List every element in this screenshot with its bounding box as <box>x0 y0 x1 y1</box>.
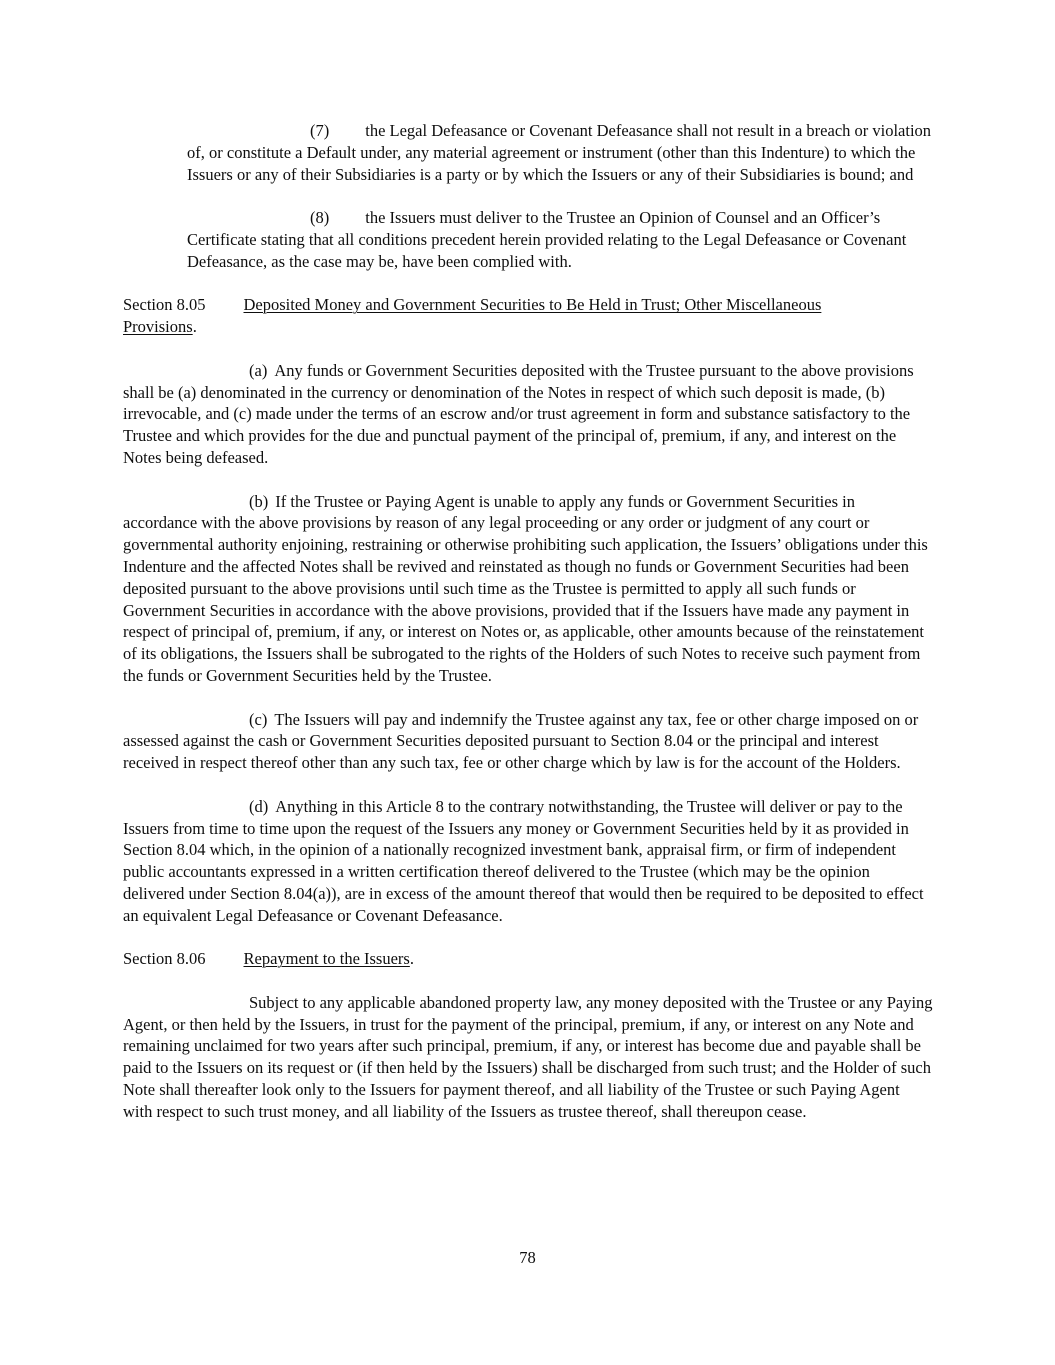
document-content <box>123 120 933 1123</box>
paragraph-b <box>123 491 933 687</box>
section-8-05-title: Deposited Money and Government Securities to Be Held in Trust; Other Miscellaneous <box>243 295 822 315</box>
section-8-05-period: . <box>192 317 197 337</box>
paragraph-d-label: (d) <box>249 796 269 816</box>
section-8-06-heading <box>123 948 933 970</box>
paragraph-c-text: The Issuers will pay and indemnify the Trustee against any tax, fee or other charge imposed on or assessed against the cash or Government Securities deposited pursuant to Section 8.04 or the principal and interest received in respect thereof other than any such tax, fee or other charge which by law is for the account of the Holders. <box>123 709 919 773</box>
clause-7-text: the Legal Defeasance or Covenant Defeasance shall not result in a breach or violation of, or constitute a Default under, any material agreement or instrument (other than this Indenture) to which the Issuers or any of their Subsidiaries is a party or by which the Issuers or any of their Subsidiaries is bound; and <box>187 121 932 184</box>
section-8-06-title: Repayment to the Issuers <box>243 949 410 969</box>
paragraph-8-06-text: Subject to any applicable abandoned property law, any money deposited with the Trustee or any Paying Agent, or then held by the Issuers, in trust for the payment of the principal, premium, if any, or interest on any Note and remaining unclaimed for two years after such principal, premium, if any, or interest has become due and payable shall be paid to the Issuers on its request or (if then held by the Issuers) shall be discharged from such trust; and the Holder of such Note shall thereafter look only to the Issuers for payment thereof, and all liability of the Trustee or such Paying Agent with respect to such trust money, and all liability of the Issuers as trustee thereof, shall thereupon cease. <box>123 992 933 1121</box>
paragraph-a <box>123 360 933 469</box>
paragraph-d-text: Anything in this Article 8 to the contrary notwithstanding, the Trustee will deliver or pay to the Issuers from time to time upon the request of the Issuers any money or Government Securities held by it as provided in Section 8.04 which, in the opinion of a nationally recognized investment bank, appraisal firm, or firm of independent public accountants expressed in a written certification thereof delivered to the Trustee (which may be the opinion delivered under Section 8.04(a)), are in excess of the amount thereof that would then be required to be deposited to effect an equivalent Legal Defeasance or Covenant Defeasance. <box>123 796 924 925</box>
section-8-05-title-continued: Provisions <box>123 317 193 337</box>
clause-7-paragraph <box>187 120 933 185</box>
clause-8-paragraph <box>187 207 933 272</box>
page-number: 78 <box>519 1248 536 1267</box>
clause-8-number: (8) <box>310 208 330 228</box>
paragraph-d <box>123 796 933 927</box>
clause-8-text: the Issuers must deliver to the Trustee an Opinion of Counsel and an Officer’s Certificate stating that all conditions precedent herein provided relating to the Legal Defeasance or Covenant Defeasance, as the case may be, have been complied with. <box>187 208 907 271</box>
section-8-05-number: Section 8.05 <box>123 295 206 315</box>
paragraph-b-text: If the Trustee or Paying Agent is unable to apply any funds or Government Securities in accordance with the above provisions by reason of any legal proceeding or any order or judgment of any court or governmental authority enjoining, restraining or otherwise prohibiting such application, the Issuers’ obligations under this Indenture and the affected Notes shall be revived and reinstated as though no funds or Government Securities had been deposited pursuant to the above provisions until such time as the Trustee is permitted to apply all such funds or Government Securities in accordance with the above provisions, provided that if the Issuers have made any payment in respect of principal of, premium, if any, or interest on Notes or, as applicable, other amounts because of the reinstatement of its obligations, the Issuers shall be subrogated to the rights of the Holders of such Notes to receive such payment from the funds or Government Securities held by the Trustee. <box>123 491 928 685</box>
section-8-06-number: Section 8.06 <box>123 949 206 969</box>
clause-7-number: (7) <box>310 121 330 140</box>
paragraph-a-label: (a) <box>249 360 268 380</box>
paragraph-a-text: Any funds or Government Securities deposited with the Trustee pursuant to the above provisions shall be (a) denominated in the currency or denomination of the Notes in respect of which such deposit is made, (b) irrevocable, and (c) made under the terms of an escrow and/or trust agreement in form and substance satisfactory to the Trustee and which provides for the due and punctual payment of the principal of, premium, if any, and interest on the Notes being defeased. <box>123 360 914 467</box>
section-8-06-period: . <box>409 949 414 969</box>
paragraph-b-label: (b) <box>249 491 269 511</box>
paragraph-8-06-body <box>123 992 933 1123</box>
paragraph-c-label: (c) <box>249 709 268 729</box>
section-8-05-heading <box>123 294 933 338</box>
paragraph-c <box>123 709 933 774</box>
